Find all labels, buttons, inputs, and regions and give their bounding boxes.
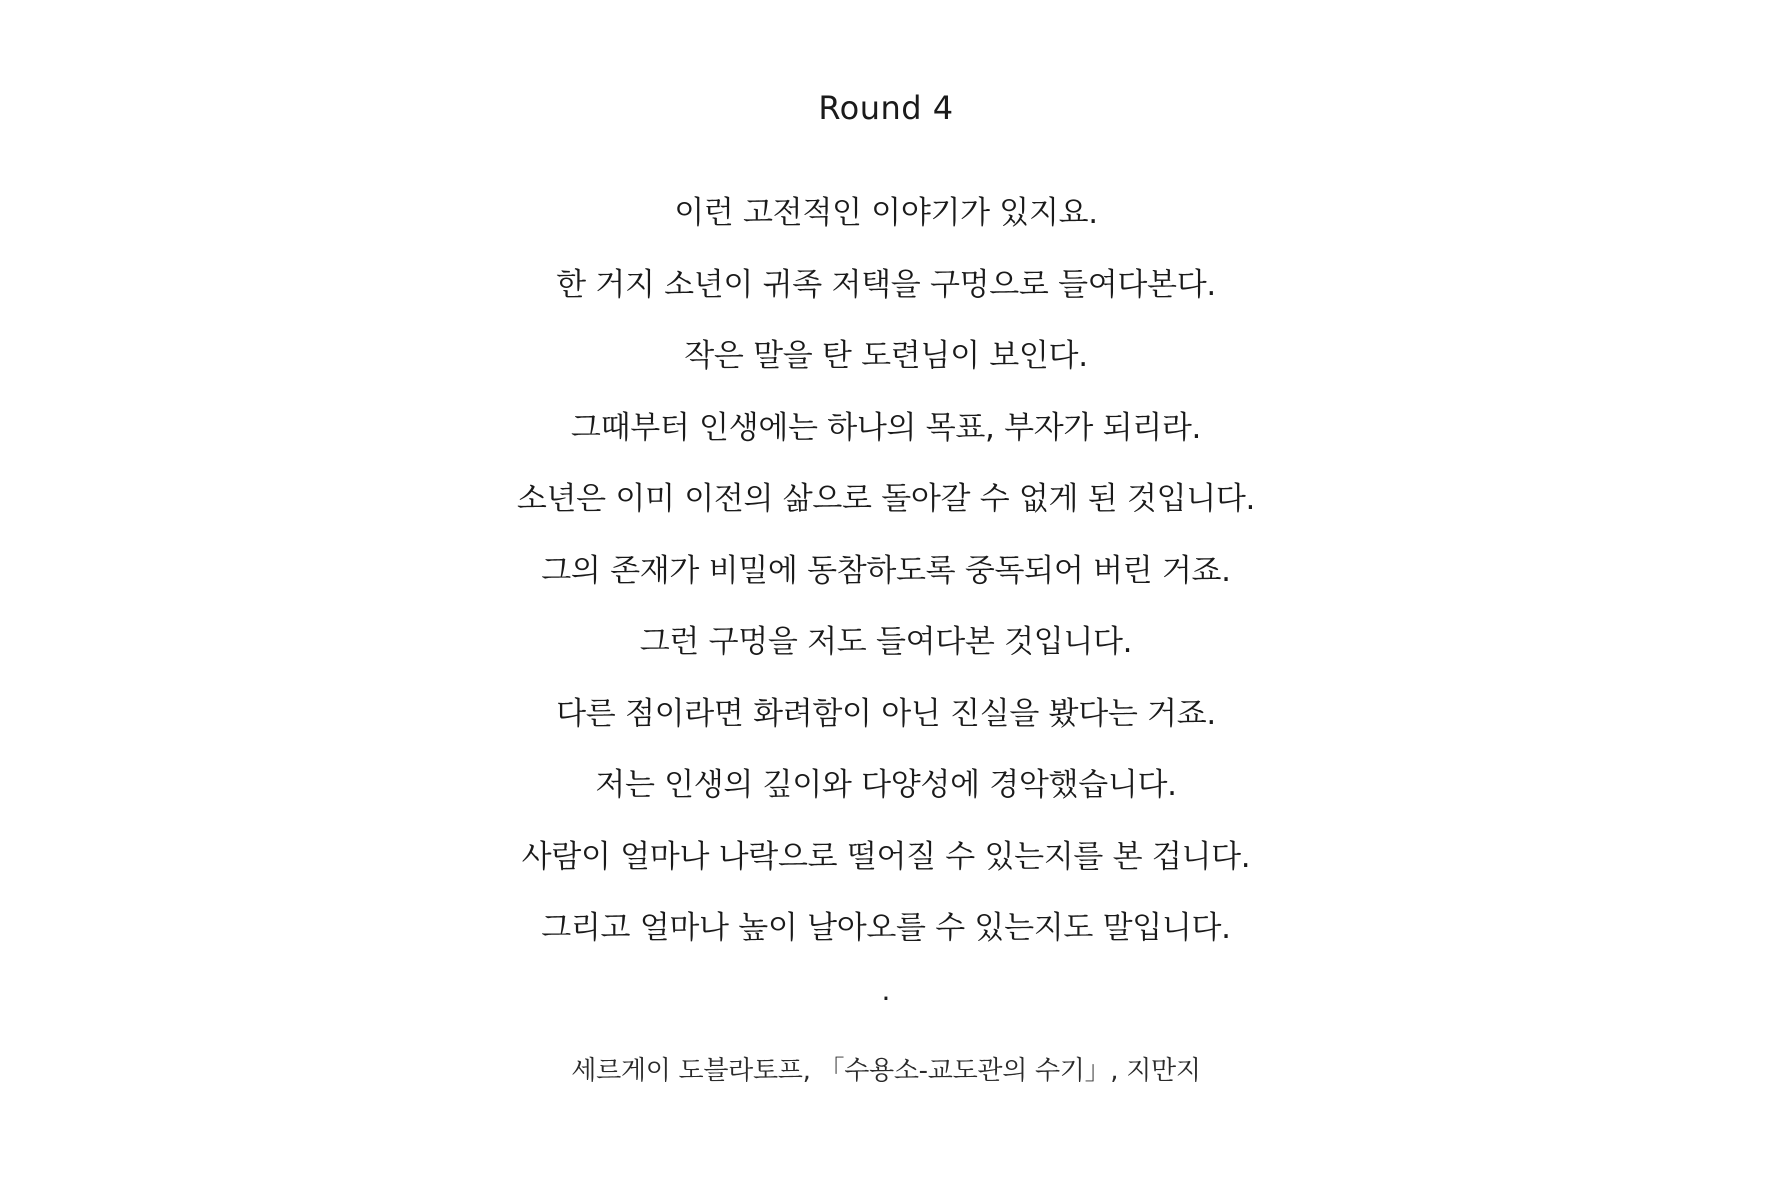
poem-line: 작은 말을 탄 도련님이 보인다. [684, 338, 1088, 374]
poem-line: 그런 구멍을 저도 들여다본 것입니다. [639, 624, 1133, 660]
round-title: Round 4 [818, 89, 954, 127]
attribution-citation: 세르게이 도블라토프, 「수용소-교도관의 수기」, 지만지 [571, 1056, 1201, 1086]
poem-line: 그때부터 인생에는 하나의 목표, 부자가 되리라. [570, 409, 1202, 446]
poem-line: 그리고 얼마나 높이 날아오를 수 있는지도 말입니다. [541, 910, 1231, 946]
poem-line: 이런 고전적인 이야기가 있지요. [674, 195, 1098, 231]
poem-line: 한 거지 소년이 귀족 저택을 구멍으로 들여다본다. [556, 266, 1216, 303]
poem-line: 저는 인생의 깊이와 다양성에 경악했습니다. [595, 767, 1177, 803]
poem-text [0, 193, 1772, 980]
poem-line: 사람이 얼마나 나락으로 떨어질 수 있는지를 본 겁니다. [521, 838, 1251, 875]
poem-line: 소년은 이미 이전의 삶으로 돌아갈 수 없게 된 것입니다. [516, 481, 1256, 517]
poem-line: 다른 점이라면 화려함이 아닌 진실을 봤다는 거죠. [556, 695, 1216, 732]
poem-line: 그의 존재가 비밀에 동참하도록 중독되어 버린 거죠. [541, 552, 1231, 589]
separator-dot: · [881, 982, 891, 1015]
